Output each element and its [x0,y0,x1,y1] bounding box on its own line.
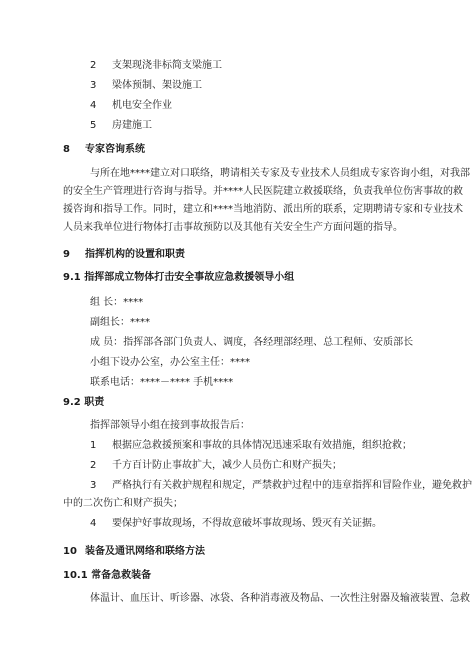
list-item-number: 4 [90,100,97,111]
section-heading [63,249,185,261]
list-item-number: 5 [90,120,97,131]
section-title: 专家咨询系统 [85,144,145,155]
section-title: 指挥机构的设置和职责 [85,249,185,260]
duty-item-text: 千方百计防止事故扩大，减少人员伤亡和财产损失； [112,460,342,471]
list-item [90,60,222,72]
duty-item-number: 2 [90,460,97,471]
section-number: 9 [63,249,70,260]
duty-item-text: 严格执行有关救护规程和规定，严禁救护过程中的违章指挥和冒险作业，避免救护 [112,480,472,491]
paragraph-line: 人员来我单位进行物体打击事故预防以及其他有关安全生产方面问题的指导。 [63,222,403,233]
office-line: 小组下设办公室，办公室主任：**** [90,357,250,368]
list-item-number: 2 [90,60,97,71]
paragraph-line: 的安全生产管理进行咨询与指导。并****人民医院建立救援联络，负责我单位伤害事故的救 [63,186,463,197]
list-item [90,120,152,132]
duty-item-continuation: 中的二次伤亡和财产损失； [63,498,183,509]
intro-line: 指挥部领导小组在接到事故报告后： [90,420,250,431]
duty-item [90,480,472,492]
list-item-number: 3 [90,80,97,91]
paragraph-line: 援咨询和指导工作。同时，建立和****当地消防、派出所的联系，定期聘请专家和专业技术 [63,204,463,215]
duty-item-text: 根据应急救援预案和事故的具体情况迅速采取有效措施，组织抢救； [112,440,412,451]
paragraph-line: 体温计、血压计、听诊器、冰袋、各种消毒液及物品、一次性注射器及输液装置、急救 [90,593,470,604]
leader-line: 组 长：**** [90,297,144,308]
section-number: 8 [63,144,70,155]
paragraph-line: 与所在地****建立对口联络，聘请相关专家及专业技术人员组成专家咨询小组，对我部 [90,168,470,179]
list-item-text: 机电安全作业 [112,100,172,111]
section-heading [63,144,145,156]
section-heading [63,546,205,558]
subsection-heading: 9.2 职责 [63,397,105,408]
duty-item [90,518,382,530]
subsection-heading: 9.1 指挥部成立物体打击安全事故应急救援领导小组 [63,272,295,283]
list-item-text: 房建施工 [112,120,152,131]
duty-item-number: 1 [90,440,97,451]
list-item [90,80,202,92]
section-number: 10 [63,546,77,557]
duty-item [90,460,342,472]
list-item-text: 支架现浇非标简支梁施工 [112,60,222,71]
duty-item-text: 要保护好事故现场，不得故意破坏事故现场、毁灭有关证据。 [112,518,382,529]
duty-item [90,440,412,452]
section-title: 装备及通讯网络和联络方法 [85,546,205,557]
deputy-line: 副组长：**** [90,317,150,328]
list-item [90,100,172,112]
members-line: 成 员：指挥部各部门负责人、调度，各经理部经理、总工程师、安质部长 [90,337,414,348]
subsection-heading: 10.1 常备急救装备 [63,570,152,581]
duty-item-number: 4 [90,518,97,529]
contact-line: 联系电话：****－**** 手机**** [90,377,234,388]
list-item-text: 梁体预制、架设施工 [112,80,202,91]
duty-item-number: 3 [90,480,97,491]
